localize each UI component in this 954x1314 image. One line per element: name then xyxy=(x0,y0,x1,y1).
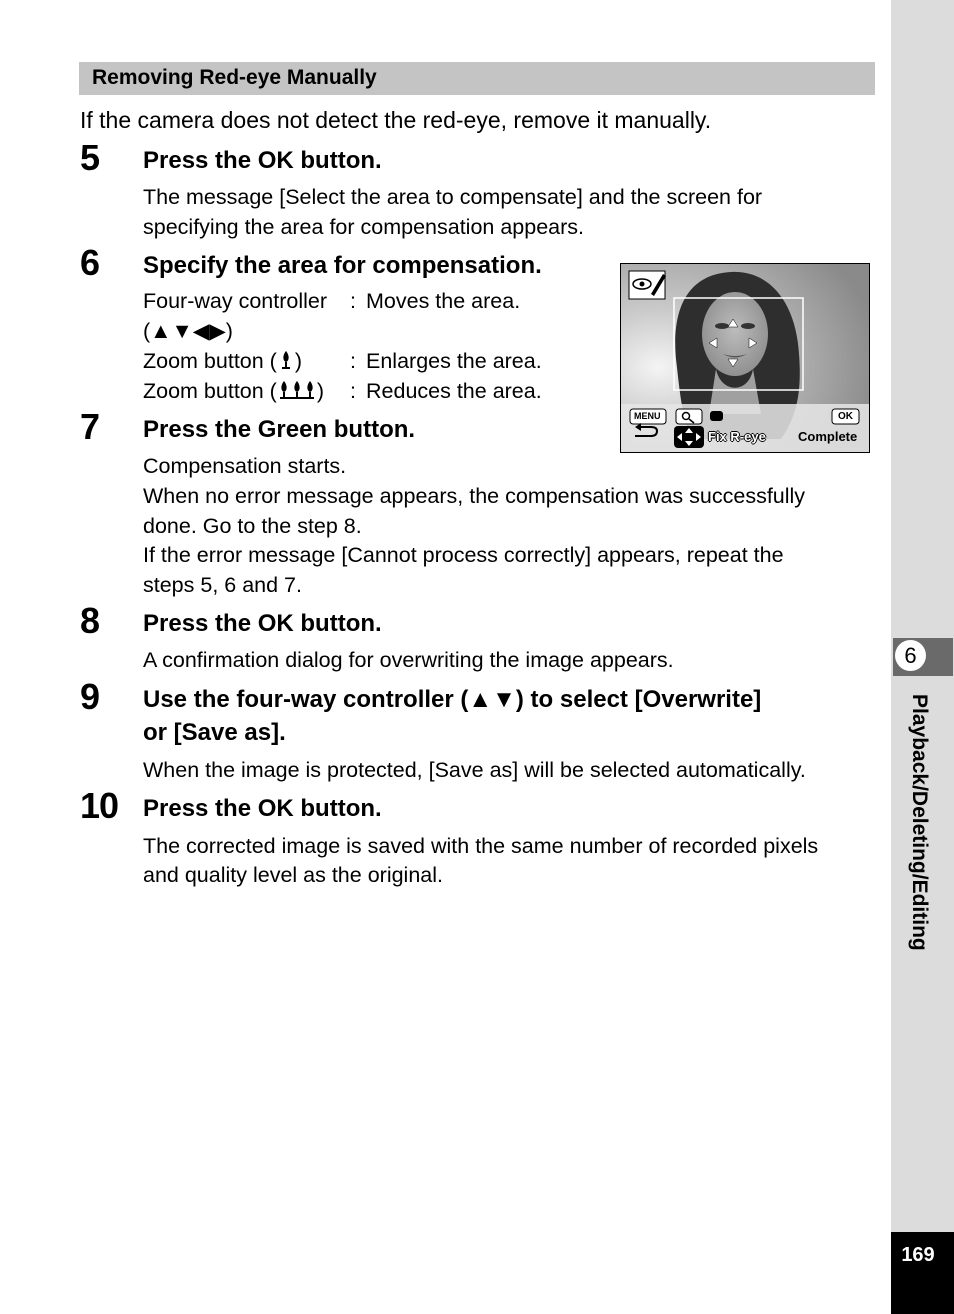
section-header-bar xyxy=(79,62,875,95)
control-name-end: ) xyxy=(294,349,303,373)
control-colon: : xyxy=(350,289,356,313)
step-9-title-line-1: Use the four-way controller (▲▼) to select [Overwrite] xyxy=(143,686,762,713)
control-name: Zoom button ( xyxy=(143,379,277,403)
step-5-text-1: The message [Select the area to compensate] and the screen for xyxy=(143,185,763,209)
control-row-zoom-in xyxy=(143,349,302,374)
page-number: 169 xyxy=(901,1244,935,1266)
step-10-text-2: and quality level as the original. xyxy=(143,863,443,887)
step-7-text-2: When no error message appears, the compensation was successfully xyxy=(143,484,806,508)
step-5-title: Press the OK button. xyxy=(143,147,382,174)
control-name: Four-way controller xyxy=(143,289,327,313)
step-10-text-1: The corrected image is saved with the same number of recorded pixels xyxy=(143,834,819,858)
screen-artwork xyxy=(621,264,869,452)
camera-screen-illustration xyxy=(620,263,870,453)
chapter-label: Playback/Deleting/Editing xyxy=(908,694,931,951)
step-7-number: 7 xyxy=(80,406,100,447)
page-number-box xyxy=(891,1232,954,1314)
step-7-title: Press the Green button. xyxy=(143,416,416,443)
step-6-title: Specify the area for compensation. xyxy=(143,252,542,279)
fix-red-eye-label: Fix R-eye xyxy=(708,429,766,444)
control-colon: : xyxy=(350,349,356,373)
step-6-number: 6 xyxy=(80,242,100,283)
step-8-number: 8 xyxy=(80,600,100,641)
control-name: Zoom button ( xyxy=(143,349,277,373)
chapter-side-tab xyxy=(891,0,954,1232)
control-action: Moves the area. xyxy=(366,289,521,313)
control-name-end: ) xyxy=(316,379,325,403)
control-action: Reduces the area. xyxy=(366,379,542,403)
menu-key-label: MENU xyxy=(634,411,661,421)
control-action: Enlarges the area. xyxy=(366,349,542,373)
zoom-tele-icon xyxy=(279,350,293,370)
control-colon: : xyxy=(350,379,356,403)
step-8-text-1: A confirmation dialog for overwriting the image appears. xyxy=(143,648,674,672)
step-7-text-1: Compensation starts. xyxy=(143,454,347,478)
intro-text: If the camera does not detect the red-eye, remove it manually. xyxy=(80,107,712,133)
section-title: Removing Red-eye Manually xyxy=(92,66,377,89)
step-9-text-1: When the image is protected, [Save as] will be selected automatically. xyxy=(143,758,806,782)
control-row-zoom-out xyxy=(143,379,324,404)
step-9-number: 9 xyxy=(80,676,100,717)
ok-key-label: OK xyxy=(838,411,853,422)
zoom-wide-icon xyxy=(278,380,316,400)
step-7-text-5: steps 5, 6 and 7. xyxy=(143,573,302,597)
control-row-fourway xyxy=(143,289,327,314)
fourway-arrows: (▲▼◀▶) xyxy=(143,319,233,343)
complete-label: Complete xyxy=(798,429,858,444)
step-10-number: 10 xyxy=(80,785,119,826)
step-10-title: Press the OK button. xyxy=(143,795,382,822)
step-8-title: Press the OK button. xyxy=(143,610,382,637)
step-5-text-2: specifying the area for compensation appears. xyxy=(143,215,585,239)
step-7-text-4: If the error message [Cannot process correctly] appears, repeat the xyxy=(143,543,784,567)
step-7-text-3: done. Go to the step 8. xyxy=(143,514,362,538)
step-5-number: 5 xyxy=(80,137,100,178)
step-9-title-line-2: or [Save as]. xyxy=(143,719,286,746)
chapter-number: 6 xyxy=(895,640,926,671)
chapter-number-badge xyxy=(893,638,953,676)
